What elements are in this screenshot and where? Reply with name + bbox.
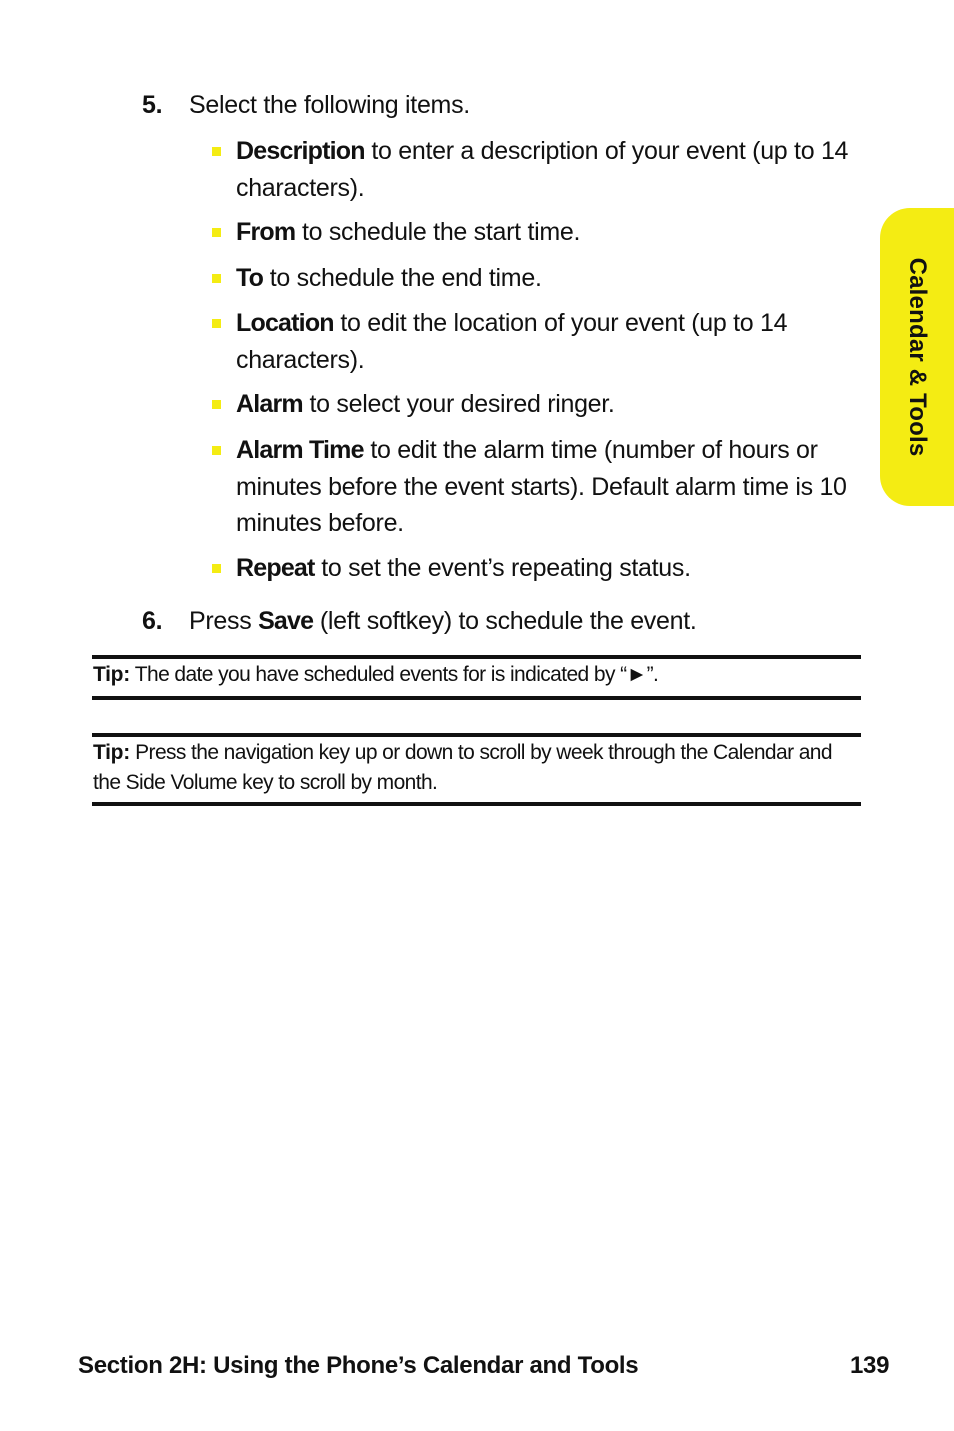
- item-term: Alarm Time: [236, 436, 364, 464]
- item-term: From: [236, 218, 296, 246]
- step-text: Select the following items.: [189, 91, 470, 119]
- bullet-square-icon: [212, 147, 221, 156]
- tip-bottom-rule: [92, 696, 861, 700]
- tip-label: Tip:: [93, 741, 130, 764]
- item-text: to select your desired ringer.: [302, 390, 615, 418]
- tip-text: Press the navigation key up or down to scroll by week through the Calendar and the Side Volume key to scroll by month.: [93, 741, 832, 794]
- item-term: Description: [236, 137, 365, 165]
- item-term: To: [236, 264, 264, 292]
- chapter-tab-label: Calendar & Tools: [904, 257, 931, 457]
- item-text: to set the event’s repeating status.: [314, 554, 691, 582]
- step-text-prefix: Press: [189, 607, 259, 635]
- step-text: [189, 603, 697, 639]
- tip-top-rule: [92, 655, 861, 659]
- bullet-square-icon: [212, 228, 221, 237]
- tip-text: The date you have scheduled events for is indicated by “►”.: [129, 663, 659, 686]
- tip-bottom-rule: [92, 802, 861, 806]
- tip-box: [93, 738, 853, 797]
- item-text: to edit the location of your event (up to 14 characters).: [236, 309, 788, 374]
- step-number: 6.: [142, 607, 163, 635]
- bullet-square-icon: [212, 400, 221, 409]
- tip-top-rule: [92, 733, 861, 737]
- item-term: Location: [236, 309, 334, 337]
- tip-box: [93, 660, 853, 690]
- step-text-suffix: (left softkey) to schedule the event.: [313, 607, 697, 635]
- tip-label: Tip:: [93, 663, 130, 686]
- item-text: to schedule the start time.: [295, 218, 581, 246]
- item-term: Repeat: [236, 554, 315, 582]
- item-text: to enter a description of your event (up to 14 characters).: [236, 137, 849, 202]
- save-softkey-term: Save: [258, 607, 314, 635]
- page-number: 139: [850, 1352, 890, 1379]
- step-number: 5.: [142, 91, 163, 119]
- chapter-thumb-tab: [880, 208, 954, 506]
- footer-section-title: Section 2H: Using the Phone’s Calendar and Tools: [78, 1352, 639, 1379]
- bullet-square-icon: [212, 446, 221, 455]
- item-text: to edit the alarm time (number of hours or minutes before the event starts). Default alarm time is 10 minutes before.: [236, 436, 847, 537]
- bullet-square-icon: [212, 274, 221, 283]
- bullet-square-icon: [212, 564, 221, 573]
- bullet-square-icon: [212, 319, 221, 328]
- item-text: to schedule the end time.: [263, 264, 542, 292]
- item-term: Alarm: [236, 390, 303, 418]
